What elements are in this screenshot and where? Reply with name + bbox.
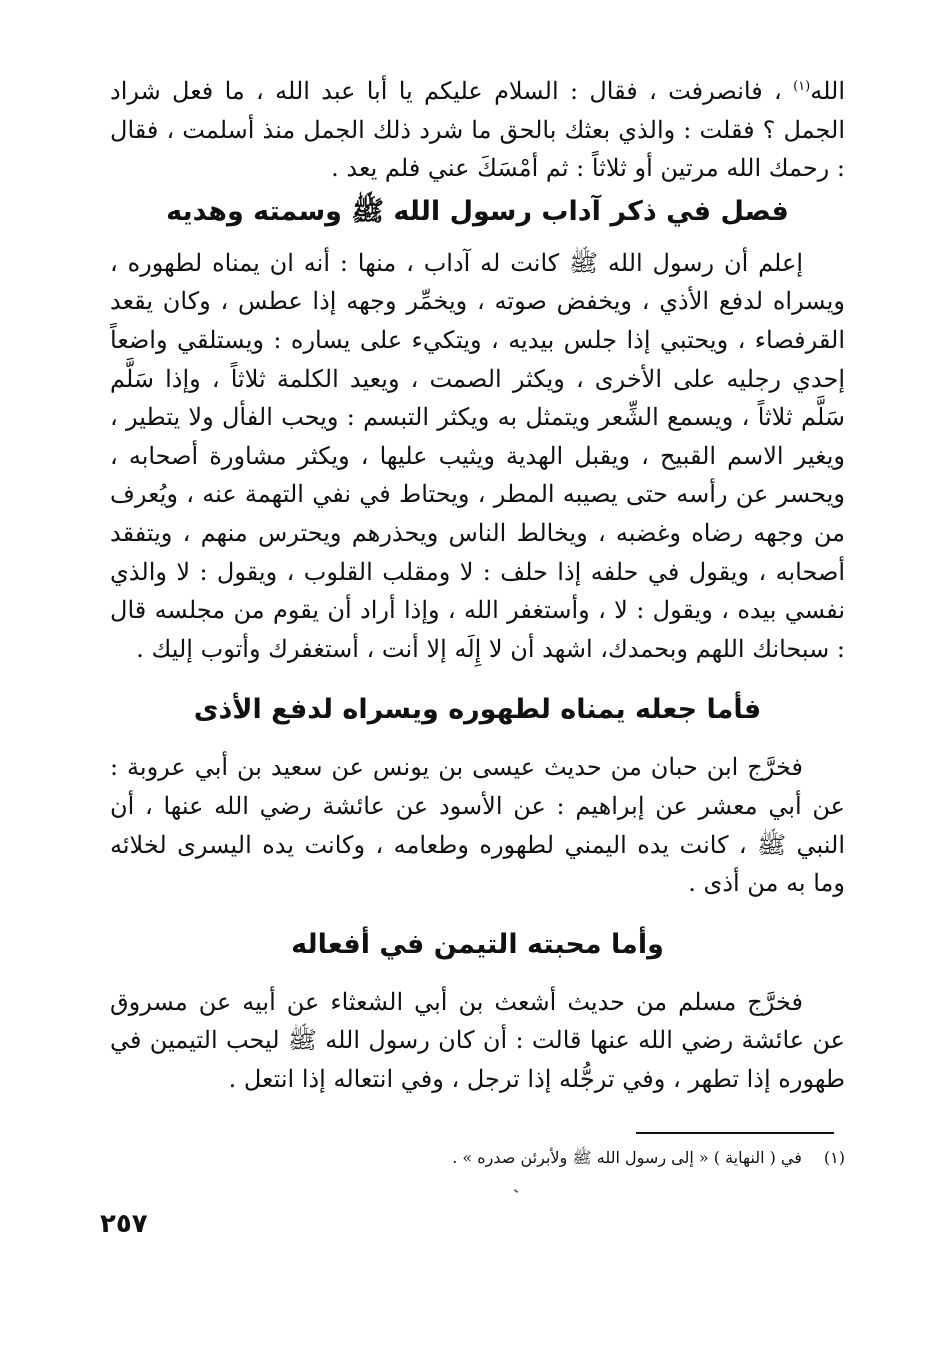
paragraph-4: فخرَّج مسلم من حديث أشعث بن أبي الشعثاء عن أبيه عن مسروق عن عائشة رضي الله عنها قالت : أن كان رسول الله ﷺ ليحب التيمين في طهوره إذا تطهر ، وفي ترجُّله إذا ترجل ، وفي انتعاله إذا انتعل . [110,987,845,1093]
scan-speck [514,1189,518,1193]
section-heading-tayammun: وأما محبته التيمن في أفعاله [291,928,664,960]
footnote-reference: (١) [793,79,811,94]
footnote-text: في ( النهاية ) « إلى رسول الله ﷺ ولأبرئن صدره » . [452,1148,802,1167]
paragraph-2: إعلم أن رسول الله ﷺ كانت له آداب ، منها : أنه ان يمناه لطهوره ، ويسراه لدفع الأذي ، ويخفض صوته ، ويخمِّر وجهه إذا عطس ، وكان يقعد القرفصاء ، ويحتبي إذا جلس بيديه ، ويتكيء على يساره : ويستلقي واضعاً إحدي رجليه على الأخرى ، ويكثر الصمت ، ويعيد الكلمة ثلاثاً ، وإذا سَلَّم سَلَّم ثلاثاً ، ويسمع الشِّعر ويتمثل به ويكثر التبسم : ويحب الفأل ولا يتطير ، ويغير الاسم القبيح ، ويقبل الهدية ويثيب عليها ، ويكثر مشاورة أصحابه ، ويحسر عن رأسه حتى يصيبه المطر ، ويحتاط في نفي التهمة عنه ، ويُعرف من وجهه رضاه وغضبه ، ويخالط الناس ويحذرهم ويحترس منهم ، ويتفقد أصحابه ، ويقول في حلفه إذا حلف : لا ومقلب القلوب ، ويقول : لا والذي نفسي بيده ، ويقول : لا ، وأستغفر الله ، وإذا أراد أن يقوم من مجلسه قال : سبحانك اللهم وبحمدك، اشهد أن لا إِلَه إلا أنت ، أستغفرك وأتوب إليك . [110,248,845,663]
page-body [110,72,845,1098]
footnote [110,1146,845,1170]
footnote-divider [636,1132,834,1134]
footnote-number: (١) [823,1148,845,1167]
paragraph-1-text: ، فانصرفت ، فقال : السلام عليكم يا أبا عبد الله ، ما فعل شراد الجمل ؟ فقلت : والذي بعثك بالحق ما شرد ذلك الجمل منذ أسلمت ، فقال : رحمك الله مرتين أو ثلاثاً : ثم أمْسَكَ عني فلم يعد . [110,77,845,183]
page-number: ٢٥٧ [100,1209,148,1239]
section-heading-right-hand: فأما جعله يمناه لطهوره ويسراه لدفع الأذى [193,694,762,726]
section-heading-manners: فصل في ذكر آداب رسول الله ﷺ وسمته وهديه [166,195,789,227]
paragraph-1-start: الله [810,77,845,105]
paragraph-1 [110,72,845,188]
paragraph-3: فخرَّج ابن حبان من حديث عيسى بن يونس عن سعيد بن أبي عروبة : عن أبي معشر عن إبراهيم : عن الأسود عن عائشة رضي الله عنها ، أن النبي ﷺ ، كانت يده اليمني لطهوره وطعامه ، وكانت يده اليسرى لخلائه وما به من أذى . [110,753,845,898]
